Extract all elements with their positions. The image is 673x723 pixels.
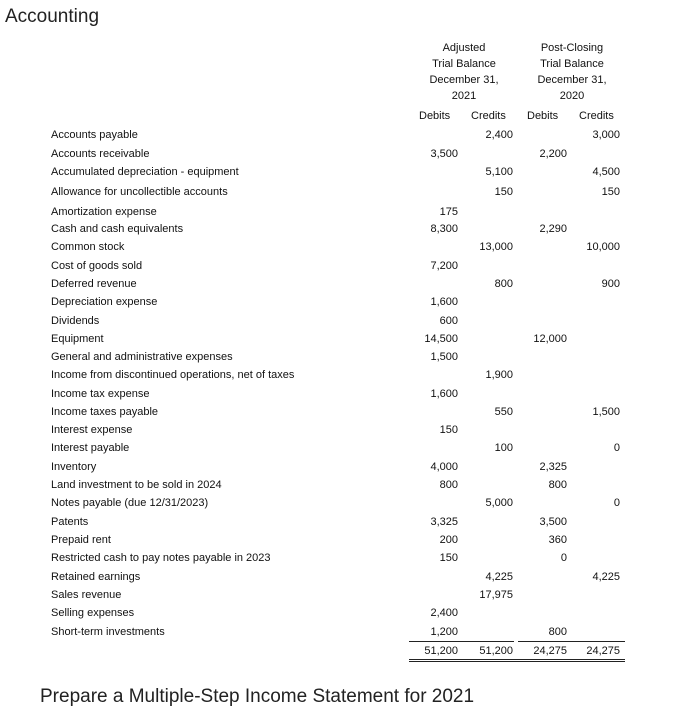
header-line: December 31, bbox=[429, 74, 499, 86]
table-row bbox=[0, 532, 673, 550]
header-line: 2020 bbox=[559, 90, 585, 102]
adjusted-debits-header: Debits bbox=[419, 110, 451, 122]
account-name: General and administrative expenses bbox=[51, 351, 233, 363]
post-closing-debit: 0 bbox=[560, 552, 567, 564]
table-row bbox=[0, 239, 673, 257]
account-name: Cost of goods sold bbox=[51, 260, 143, 272]
total-post-closing-debits: 24,275 bbox=[533, 645, 567, 657]
post-closing-credit: 0 bbox=[613, 442, 620, 454]
table-row bbox=[0, 276, 673, 294]
total-adjusted-debits: 51,200 bbox=[424, 645, 458, 657]
account-name: Accounts receivable bbox=[51, 148, 150, 160]
account-name: Equipment bbox=[51, 333, 104, 345]
post-closing-debit: 3,500 bbox=[539, 516, 567, 528]
adjusted-debit: 1,500 bbox=[430, 351, 458, 363]
account-name: Patents bbox=[51, 516, 89, 528]
account-name: Deferred revenue bbox=[51, 278, 137, 290]
total-adjusted-credits: 51,200 bbox=[479, 645, 513, 657]
assignment-prompt: Prepare a Multiple-Step Income Statement for 2021 bbox=[40, 686, 475, 707]
account-name: Retained earnings bbox=[51, 571, 141, 583]
table-row bbox=[0, 127, 673, 145]
adjusted-credit: 100 bbox=[494, 442, 513, 454]
adjusted-debit: 150 bbox=[439, 424, 458, 436]
table-row bbox=[0, 477, 673, 495]
post-closing-debits-header: Debits bbox=[527, 110, 559, 122]
post-closing-credit: 900 bbox=[601, 278, 620, 290]
table-row bbox=[0, 204, 673, 222]
adjusted-trial-balance-header bbox=[414, 40, 514, 104]
adjusted-debit: 800 bbox=[439, 479, 458, 491]
post-closing-debit: 12,000 bbox=[533, 333, 567, 345]
table-row bbox=[0, 404, 673, 422]
account-name: Selling expenses bbox=[51, 607, 135, 619]
adjusted-credit: 1,900 bbox=[485, 369, 513, 381]
adjusted-credit: 150 bbox=[494, 186, 513, 198]
account-name: Dividends bbox=[51, 315, 100, 327]
post-closing-debit: 2,290 bbox=[539, 223, 567, 235]
adjusted-debit: 1,200 bbox=[430, 626, 458, 638]
post-closing-credit: 10,000 bbox=[586, 241, 620, 253]
page-title: Accounting bbox=[5, 6, 100, 27]
adjusted-credit: 13,000 bbox=[479, 241, 513, 253]
table-row bbox=[0, 514, 673, 532]
adjusted-debit: 175 bbox=[439, 206, 458, 218]
account-name: Sales revenue bbox=[51, 589, 122, 601]
post-closing-credit: 4,500 bbox=[592, 166, 620, 178]
account-name: Interest expense bbox=[51, 424, 133, 436]
total-underline-adjusted bbox=[409, 641, 514, 642]
post-closing-debit: 360 bbox=[548, 534, 567, 546]
adjusted-debit: 3,325 bbox=[430, 516, 458, 528]
table-row bbox=[0, 495, 673, 513]
post-closing-credit: 4,225 bbox=[592, 571, 620, 583]
post-closing-credits-header: Credits bbox=[579, 110, 614, 122]
account-name: Restricted cash to pay notes payable in 2023 bbox=[51, 552, 271, 564]
post-closing-debit: 800 bbox=[548, 626, 567, 638]
account-name: Income from discontinued operations, net of taxes bbox=[51, 369, 295, 381]
adjusted-debit: 4,000 bbox=[430, 461, 458, 473]
table-row bbox=[0, 367, 673, 385]
adjusted-debit: 8,300 bbox=[430, 223, 458, 235]
post-closing-credit: 3,000 bbox=[592, 129, 620, 141]
adjusted-debit: 1,600 bbox=[430, 388, 458, 400]
table-row bbox=[0, 587, 673, 605]
adjusted-debit: 150 bbox=[439, 552, 458, 564]
adjusted-debit: 600 bbox=[439, 315, 458, 327]
table-row bbox=[0, 184, 673, 202]
header-line: Trial Balance bbox=[432, 58, 496, 70]
table-row bbox=[0, 440, 673, 458]
table-row bbox=[0, 294, 673, 312]
total-underline-post-closing bbox=[518, 641, 625, 642]
account-name: Income taxes payable bbox=[51, 406, 159, 418]
adjusted-credit: 550 bbox=[494, 406, 513, 418]
table-row bbox=[0, 550, 673, 568]
header-line: 2021 bbox=[451, 90, 477, 102]
account-name: Accounts payable bbox=[51, 129, 138, 141]
header-line: Trial Balance bbox=[540, 58, 604, 70]
adjusted-credit: 4,225 bbox=[485, 571, 513, 583]
table-row bbox=[0, 386, 673, 404]
post-closing-credit: 1,500 bbox=[592, 406, 620, 418]
account-name: Notes payable (due 12/31/2023) bbox=[51, 497, 209, 509]
table-row bbox=[0, 459, 673, 477]
double-underline-1 bbox=[409, 659, 625, 660]
account-name: Accumulated depreciation - equipment bbox=[51, 166, 239, 178]
account-name: Allowance for uncollectible accounts bbox=[51, 186, 228, 198]
header-line: Adjusted bbox=[442, 42, 486, 54]
account-name: Amortization expense bbox=[51, 206, 157, 218]
post-closing-credit: 0 bbox=[613, 497, 620, 509]
post-closing-debit: 800 bbox=[548, 479, 567, 491]
account-name: Income tax expense bbox=[51, 388, 150, 400]
account-name: Common stock bbox=[51, 241, 125, 253]
adjusted-credits-header: Credits bbox=[471, 110, 506, 122]
total-post-closing-credits: 24,275 bbox=[586, 645, 620, 657]
account-name: Cash and cash equivalents bbox=[51, 223, 184, 235]
adjusted-debit: 200 bbox=[439, 534, 458, 546]
table-row bbox=[0, 624, 673, 642]
table-row bbox=[0, 146, 673, 164]
header-line: December 31, bbox=[537, 74, 607, 86]
adjusted-debit: 7,200 bbox=[430, 260, 458, 272]
account-name: Inventory bbox=[51, 461, 97, 473]
post-closing-debit: 2,325 bbox=[539, 461, 567, 473]
table-row bbox=[0, 569, 673, 587]
account-name: Land investment to be sold in 2024 bbox=[51, 479, 222, 491]
adjusted-credit: 2,400 bbox=[485, 129, 513, 141]
adjusted-debit: 1,600 bbox=[430, 296, 458, 308]
post-closing-credit: 150 bbox=[601, 186, 620, 198]
account-name: Interest payable bbox=[51, 442, 130, 454]
table-row bbox=[0, 313, 673, 331]
post-closing-trial-balance-header bbox=[522, 40, 622, 104]
adjusted-debit: 3,500 bbox=[430, 148, 458, 160]
post-closing-debit: 2,200 bbox=[539, 148, 567, 160]
account-name: Prepaid rent bbox=[51, 534, 111, 546]
table-row bbox=[0, 164, 673, 182]
adjusted-credit: 5,000 bbox=[485, 497, 513, 509]
account-name: Short-term investments bbox=[51, 626, 165, 638]
header-line: Post-Closing bbox=[540, 42, 604, 54]
adjusted-debit: 2,400 bbox=[430, 607, 458, 619]
adjusted-credit: 5,100 bbox=[485, 166, 513, 178]
table-row bbox=[0, 258, 673, 276]
table-row bbox=[0, 221, 673, 239]
adjusted-credit: 17,975 bbox=[479, 589, 513, 601]
account-name: Depreciation expense bbox=[51, 296, 158, 308]
double-underline-2 bbox=[409, 661, 625, 662]
table-row bbox=[0, 605, 673, 623]
adjusted-credit: 800 bbox=[494, 278, 513, 290]
table-row bbox=[0, 331, 673, 349]
table-row bbox=[0, 422, 673, 440]
adjusted-debit: 14,500 bbox=[424, 333, 458, 345]
table-row bbox=[0, 349, 673, 367]
